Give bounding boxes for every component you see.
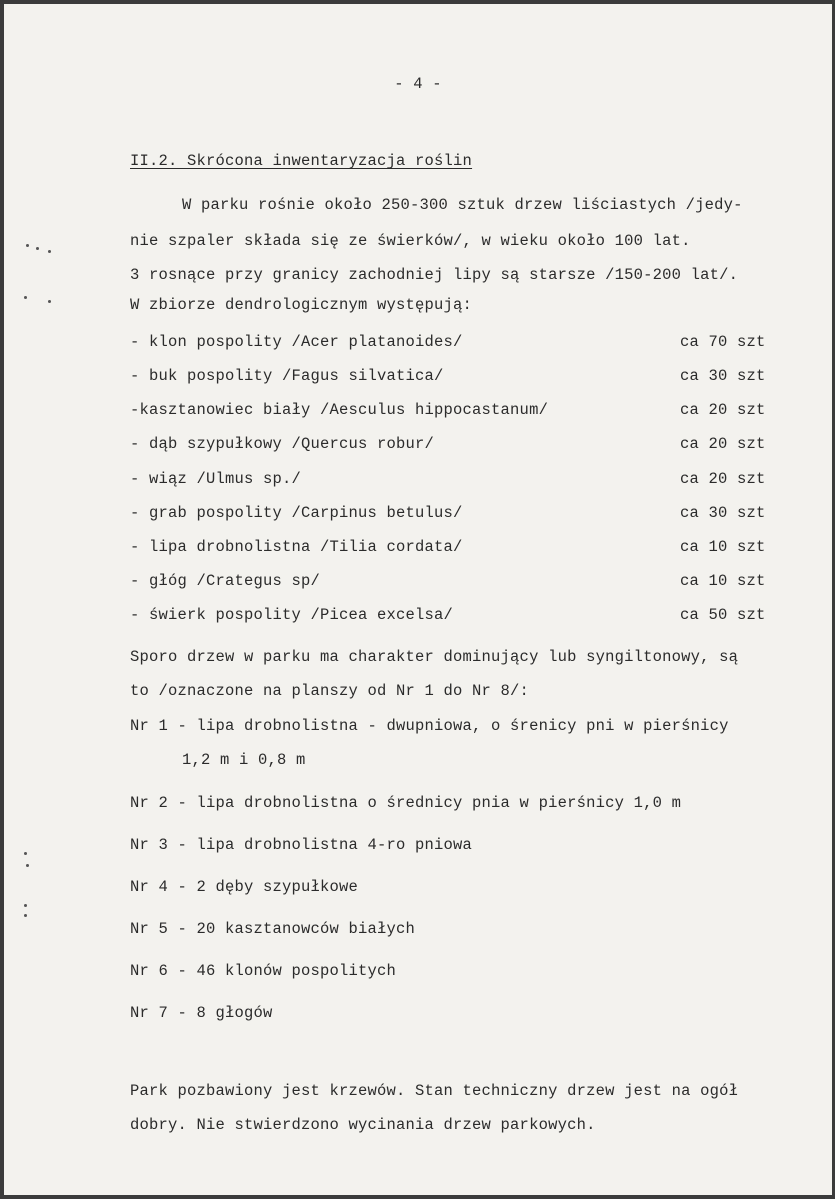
numbered-tree: Nr 7 - 8 głogów — [130, 1004, 273, 1022]
numbered-tree: Nr 4 - 2 dęby szypułkowe — [130, 878, 359, 896]
species-qty: ca 30 szt — [680, 367, 766, 385]
species-name: - klon pospolity /Acer platanoides/ — [130, 333, 463, 351]
species-qty: ca 20 szt — [680, 401, 766, 419]
dominant-line: Sporo drzew w parku ma charakter dominujący lub syngiltonowy, są — [130, 648, 739, 666]
species-qty: ca 70 szt — [680, 333, 766, 351]
dominant-line: to /oznaczone na planszy od Nr 1 do Nr 8/: — [130, 682, 530, 700]
margin-speck — [24, 904, 27, 907]
numbered-tree: Nr 3 - lipa drobnolistna 4-ro pniowa — [130, 836, 473, 854]
numbered-tree: Nr 2 - lipa drobnolistna o średnicy pnia w pierśnicy 1,0 m — [130, 794, 682, 812]
margin-speck — [24, 296, 27, 299]
intro-line: W parku rośnie około 250-300 sztuk drzew liściastych /jedy- — [182, 196, 743, 214]
species-qty: ca 30 szt — [680, 504, 766, 522]
margin-speck — [48, 250, 51, 253]
numbered-tree: Nr 6 - 46 klonów pospolitych — [130, 962, 397, 980]
closing-line: Park pozbawiony jest krzewów. Stan techniczny drzew jest na ogół — [130, 1082, 739, 1100]
species-qty: ca 10 szt — [680, 538, 766, 556]
margin-speck — [26, 244, 29, 247]
intro-line: 3 rosnące przy granicy zachodniej lipy są starsze /150-200 lat/. — [130, 266, 739, 284]
document-page — [4, 4, 832, 1195]
numbered-tree: Nr 5 - 20 kasztanowców białych — [130, 920, 416, 938]
species-qty: ca 10 szt — [680, 572, 766, 590]
margin-speck — [26, 864, 29, 867]
species-name: - głóg /Crategus sp/ — [130, 572, 321, 590]
species-name: - dąb szypułkowy /Quercus robur/ — [130, 435, 435, 453]
species-qty: ca 20 szt — [680, 435, 766, 453]
species-qty: ca 50 szt — [680, 606, 766, 624]
page-number: - 4 - — [394, 75, 442, 93]
margin-speck — [24, 852, 27, 855]
intro-line: W zbiorze dendrologicznym występują: — [130, 296, 473, 314]
section-title: II.2. Skrócona inwentaryzacja roślin — [130, 152, 473, 170]
numbered-tree: Nr 1 - lipa drobnolistna - dwupniowa, o śrenicy pni w pierśnicy — [130, 717, 729, 735]
margin-speck — [24, 914, 27, 917]
intro-line: nie szpaler składa się ze świerków/, w wieku około 100 lat. — [130, 232, 691, 250]
species-name: - świerk pospolity /Picea excelsa/ — [130, 606, 454, 624]
species-name: -kasztanowiec biały /Aesculus hippocastanum/ — [130, 401, 549, 419]
species-name: - grab pospolity /Carpinus betulus/ — [130, 504, 463, 522]
species-name: - lipa drobnolistna /Tilia cordata/ — [130, 538, 463, 556]
species-name: - wiąz /Ulmus sp./ — [130, 470, 302, 488]
closing-line: dobry. Nie stwierdzono wycinania drzew parkowych. — [130, 1116, 596, 1134]
species-qty: ca 20 szt — [680, 470, 766, 488]
margin-speck — [48, 300, 51, 303]
numbered-tree-cont: 1,2 m i 0,8 m — [182, 751, 306, 769]
margin-speck — [36, 247, 39, 250]
species-name: - buk pospolity /Fagus silvatica/ — [130, 367, 444, 385]
